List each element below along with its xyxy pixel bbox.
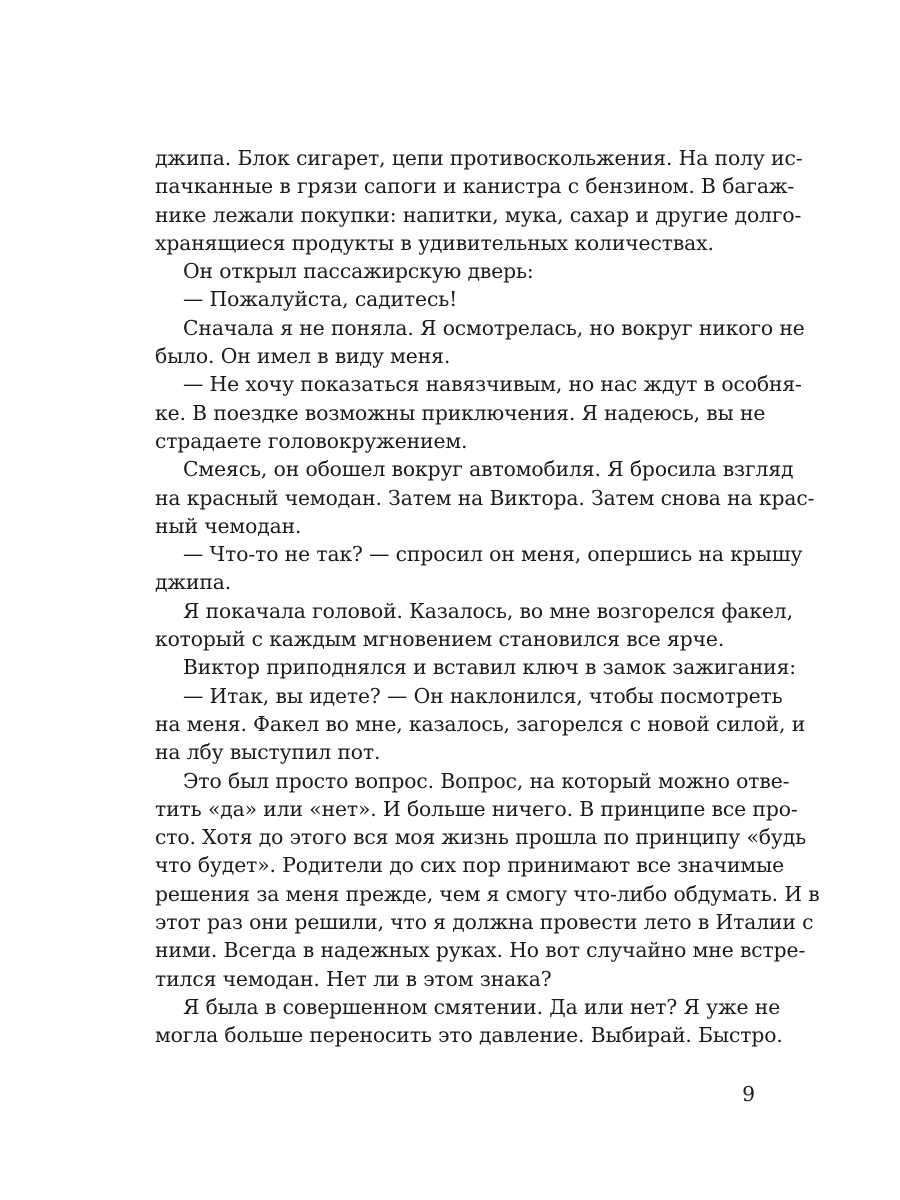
text-line: джипа. Блок сигарет, цепи противоскольжения. На полу ис- xyxy=(155,146,803,170)
paragraph xyxy=(155,993,783,1050)
text-line: Я была в совершенном смятении. Да или нет? Я уже не xyxy=(183,994,781,1019)
paragraph xyxy=(155,370,802,455)
text-line: тился чемодан. Нет ли в этом знака? xyxy=(155,966,552,991)
paragraph xyxy=(155,285,751,313)
text-line: — Пожалуйста, садитесь! xyxy=(183,287,458,312)
text-line: сто. Хотя до этого вся моя жизнь прошла по принципу «будь xyxy=(155,825,807,850)
text-line: — Не хочу показаться навязчивым, но нас ждут в особня- xyxy=(183,372,802,397)
paragraph xyxy=(155,653,797,681)
text-line: что будет». Родители до сих пор принимают все значимые xyxy=(155,853,785,878)
text-line: этот раз они решили, что я должна провести лето в Италии с xyxy=(155,910,814,935)
page-number: 9 xyxy=(742,1082,755,1106)
paragraph xyxy=(155,682,806,767)
paragraph xyxy=(155,455,815,540)
text-line: ке. В поездке возможны приключения. Я надеюсь, вы не xyxy=(155,400,766,425)
text-line: решения за меня прежде, чем я смогу что-либо обдумать. И в xyxy=(155,881,820,906)
text-line: — Итак, вы идете? — Он наклонился, чтобы посмотреть xyxy=(183,683,783,708)
text-line: который с каждым мгновением становился все ярче. xyxy=(155,627,725,652)
body-text xyxy=(155,144,820,1050)
paragraph xyxy=(155,767,820,993)
paragraph xyxy=(155,540,803,597)
text-line: было. Он имел в виду меня. xyxy=(155,344,451,369)
text-line: джипа. xyxy=(155,570,232,595)
text-line: Виктор приподнялся и вставил ключ в замок зажигания: xyxy=(183,655,797,680)
text-line: хранящиеся продукты в удивительных количествах. xyxy=(155,230,714,255)
text-line: на меня. Факел во мне, казалось, загорелся с новой силой, и xyxy=(155,711,806,736)
text-line: могла больше переносить это давление. Выбирай. Быстро. xyxy=(155,1023,783,1048)
text-line: нике лежали покупки: напитки, мука, сахар и другие долго- xyxy=(155,202,802,227)
text-line: ный чемодан. xyxy=(155,513,302,538)
paragraph xyxy=(155,314,805,371)
paragraph xyxy=(155,144,803,257)
text-line: — Что-то не так? — спросил он меня, опершись на крышу xyxy=(183,542,803,567)
text-line: Смеясь, он обошел вокруг автомобиля. Я бросила взгляд xyxy=(183,457,794,482)
text-line: пачканные в грязи сапоги и канистра с бензином. В багаж- xyxy=(155,174,795,199)
text-line: Он открыл пассажирскую дверь: xyxy=(183,259,534,284)
text-line: тить «да» или «нет». И больше ничего. В принципе все про- xyxy=(155,796,798,821)
text-line: Это был просто вопрос. Вопрос, на который можно отве- xyxy=(183,768,790,793)
paragraph xyxy=(155,257,751,285)
text-line: Я покачала головой. Казалось, во мне возгорелся факел, xyxy=(183,598,793,623)
text-line: ними. Всегда в надежных руках. Но вот случайно мне встре- xyxy=(155,938,806,963)
text-line: на красный чемодан. Затем на Виктора. Затем снова на крас- xyxy=(155,485,815,510)
text-line: на лбу выступил пот. xyxy=(155,740,381,765)
text-line: страдаете головокружением. xyxy=(155,428,468,453)
paragraph xyxy=(155,597,793,654)
text-line: Сначала я не поняла. Я осмотрелась, но вокруг никого не xyxy=(183,315,805,340)
